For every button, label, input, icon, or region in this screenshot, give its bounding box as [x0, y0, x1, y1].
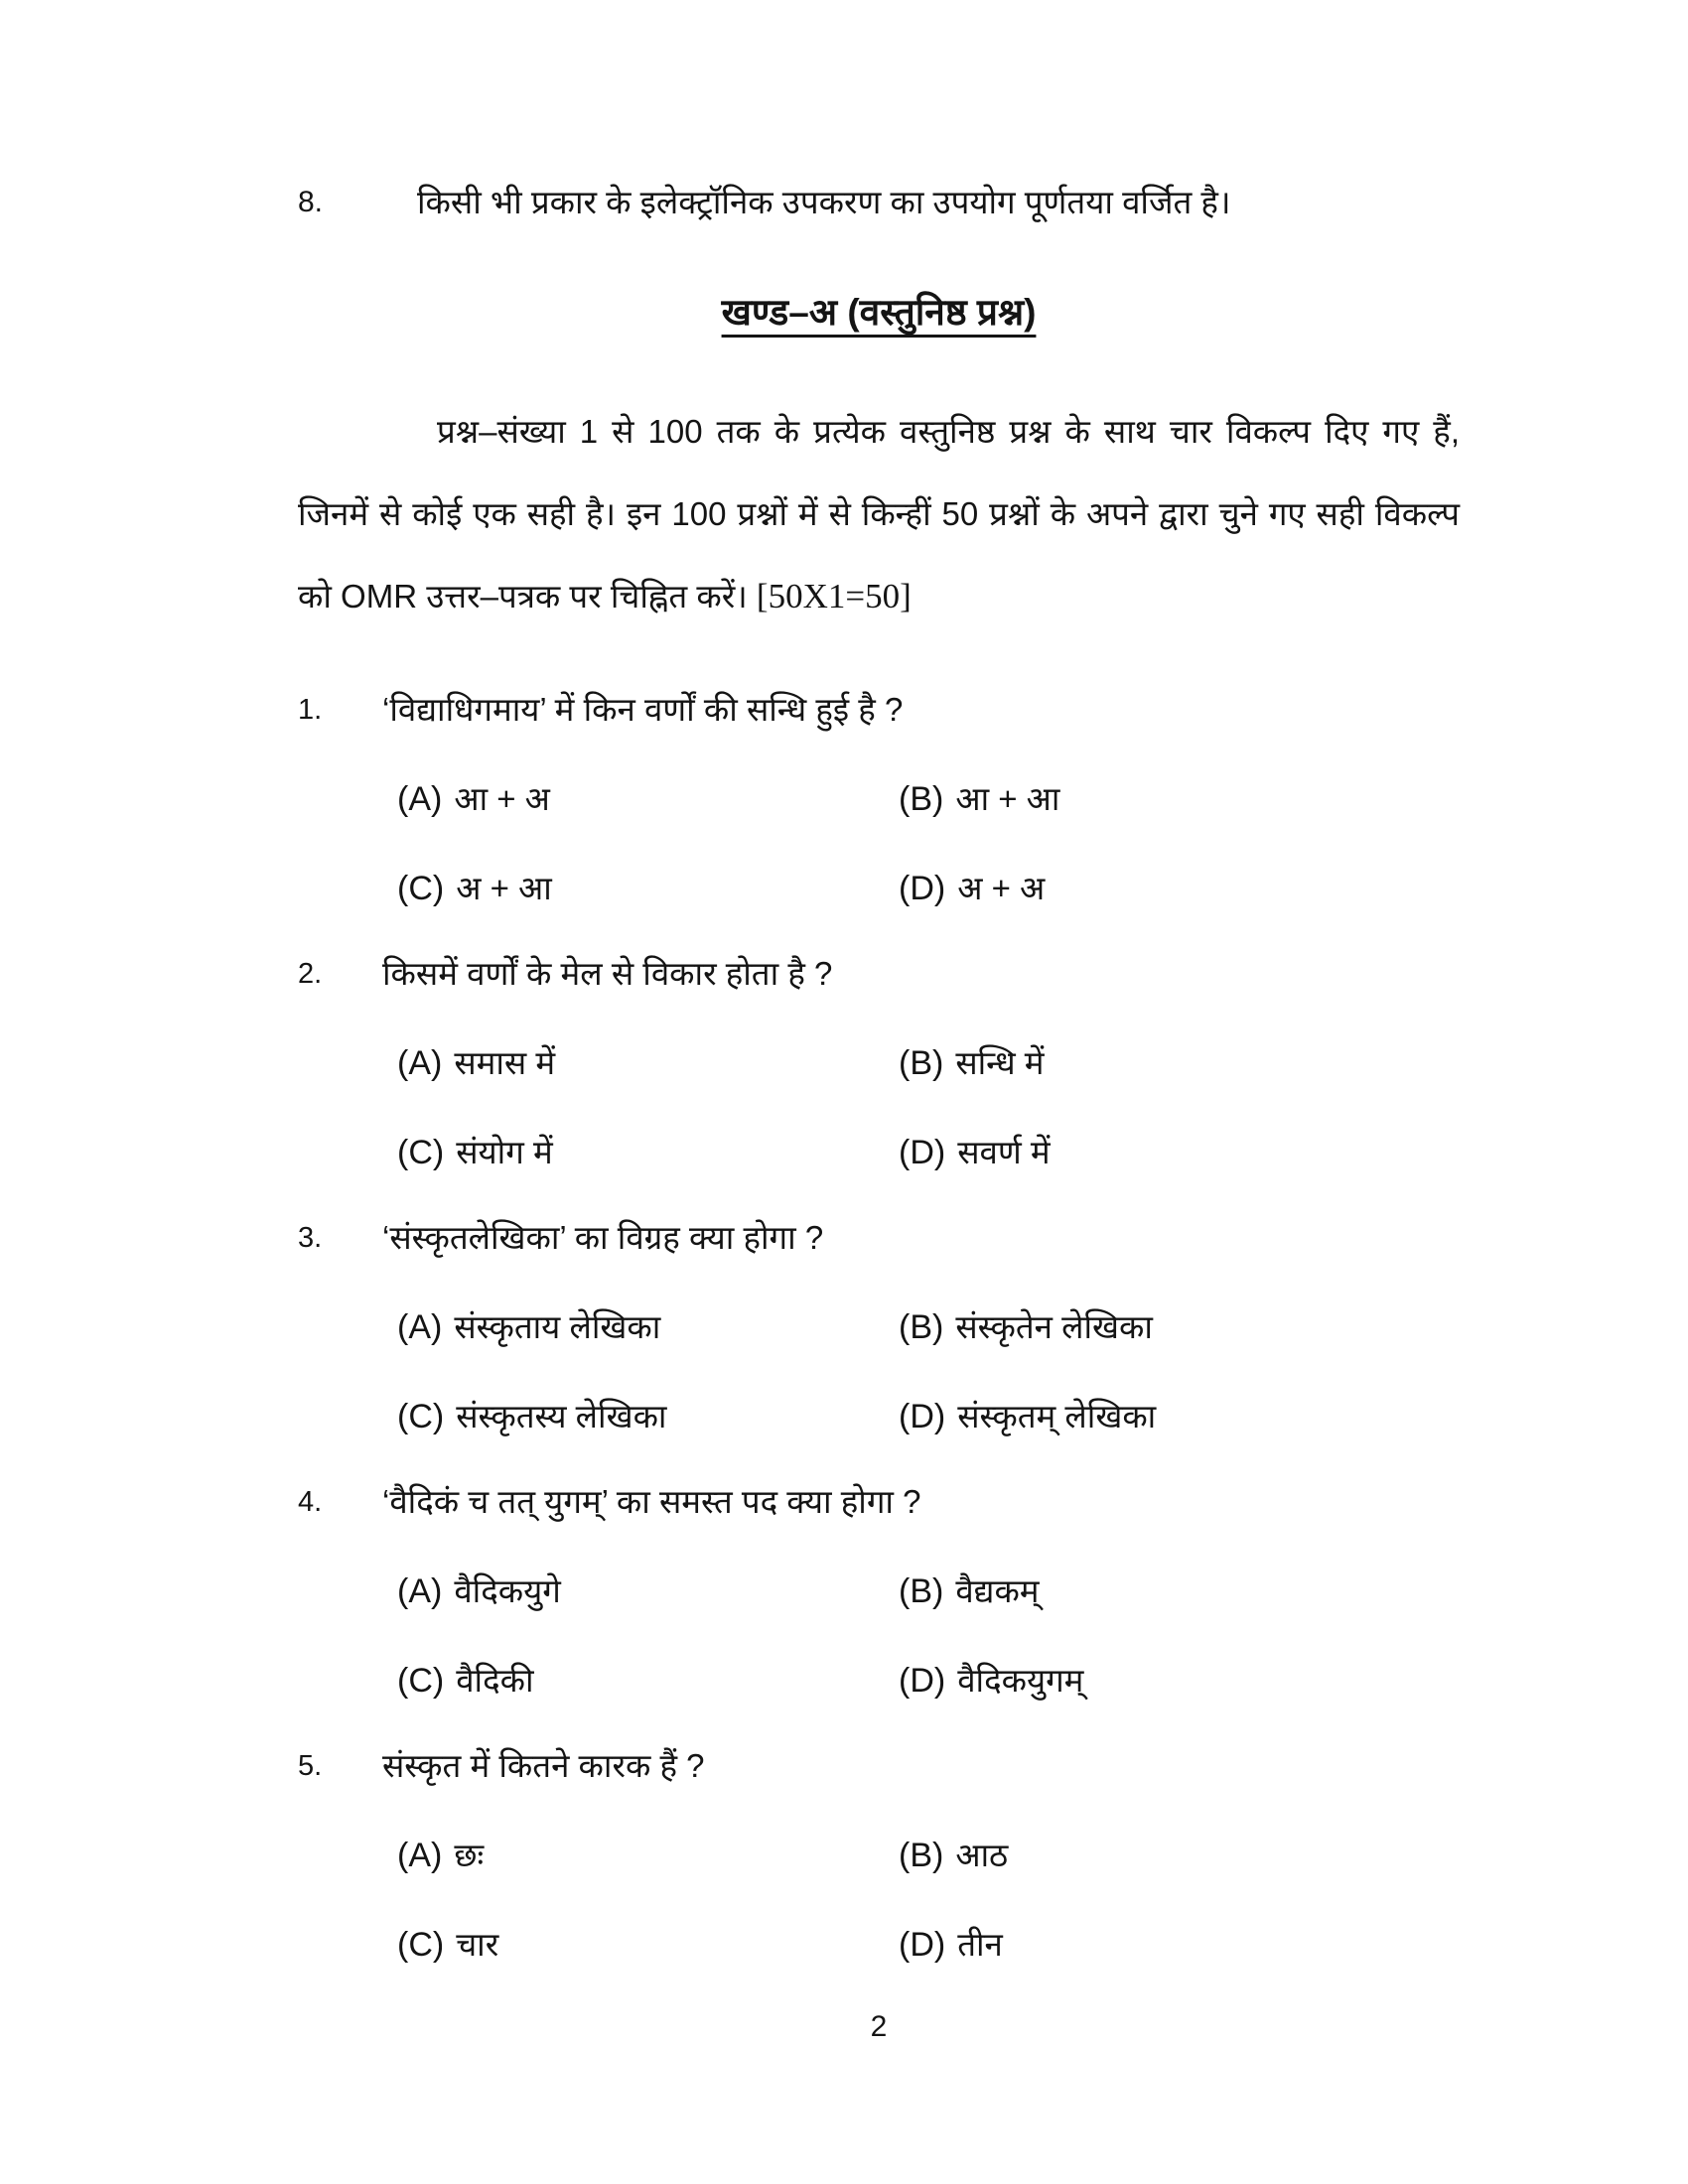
- question-line: [298, 689, 1460, 731]
- option-b: [899, 778, 1460, 820]
- option-text: संस्कृताय लेखिका: [454, 1308, 661, 1345]
- option-a: [397, 778, 899, 820]
- question-line: [298, 953, 1460, 995]
- option-text: संस्कृतम् लेखिका: [957, 1398, 1157, 1434]
- question-text: ‘संस्कृतलेखिका’ का विग्रह क्या होगा ?: [382, 1219, 824, 1256]
- section-heading-text: खण्ड–अ (वस्तुनिष्ठ प्रश्न): [721, 292, 1037, 333]
- option-text: आ + आ: [955, 780, 1060, 817]
- option-label: (A): [397, 780, 443, 818]
- option-text: अ + अ: [957, 870, 1046, 906]
- question-number: 3.: [298, 1222, 323, 1254]
- option-text: तीन: [957, 1926, 1003, 1963]
- question-text: किसमें वर्णों के मेल से विकार होता है ?: [382, 955, 833, 992]
- option-a: [397, 1570, 899, 1612]
- question-number: 5.: [298, 1750, 323, 1782]
- option-a: [397, 1306, 899, 1348]
- question-text: ‘वैदिकं च तत् युगम्’ का समस्त पद क्या होगा ?: [382, 1483, 921, 1520]
- option-text: समास में: [454, 1044, 556, 1081]
- option-label: (C): [397, 1926, 445, 1964]
- options-grid: [397, 1835, 1460, 1966]
- option-d: [899, 1924, 1460, 1966]
- question-item-1: [298, 689, 1460, 909]
- options-grid: [397, 778, 1460, 909]
- option-label: (D): [899, 1398, 946, 1435]
- option-text: छः: [454, 1837, 485, 1873]
- question-number: 4.: [298, 1486, 323, 1518]
- option-label: (B): [899, 1837, 944, 1874]
- option-label: (C): [397, 1134, 445, 1171]
- option-label: (C): [397, 1662, 445, 1700]
- section-heading: [298, 291, 1460, 335]
- option-text: संस्कृतस्य लेखिका: [456, 1398, 667, 1434]
- option-label: (A): [397, 1044, 443, 1082]
- intro-text: प्रश्न–संख्या 1 से 100 तक के प्रत्येक वस्तुनिष्ठ प्रश्न के साथ चार विकल्प दिए गए हैं, जिनमें से कोई एक सही है। इन 100 प्रश्नों में से किन्हीं 50 प्रश्नों के अपने द्वारा चुने गए सही विकल्प को OMR उत्तर–पत्रक पर चिह्नित करें।: [298, 413, 1460, 614]
- option-text: संयोग में: [456, 1134, 553, 1170]
- question-text: संस्कृत में कितने कारक हैं ?: [382, 1747, 705, 1784]
- option-text: वैदिकयुगम्: [957, 1662, 1084, 1699]
- question-item-4: [298, 1481, 1460, 1702]
- option-label: (A): [397, 1837, 443, 1874]
- option-a: [397, 1835, 899, 1876]
- option-label: (A): [397, 1308, 443, 1346]
- question-text: ‘विद्याधिगमाय’ में किन वर्णों की सन्धि हुई है ?: [382, 691, 904, 728]
- option-label: (D): [899, 1662, 946, 1700]
- instruction-number: 8.: [298, 186, 324, 218]
- option-b: [899, 1306, 1460, 1348]
- option-d: [899, 1132, 1460, 1173]
- question-line: [298, 1217, 1460, 1259]
- option-label: (A): [397, 1572, 443, 1610]
- options-grid: [397, 1570, 1460, 1702]
- option-text: वैद्यकम्: [955, 1572, 1040, 1609]
- question-line: [298, 1745, 1460, 1787]
- option-b: [899, 1835, 1460, 1876]
- option-label: (B): [899, 1308, 944, 1346]
- option-text: अ + आ: [456, 870, 552, 906]
- general-instruction-item: [298, 182, 1460, 223]
- option-text: वैदिकी: [456, 1662, 534, 1699]
- option-c: [397, 1396, 899, 1437]
- option-c: [397, 1660, 899, 1702]
- question-item-5: [298, 1745, 1460, 1966]
- option-label: (B): [899, 1572, 944, 1610]
- option-label: (D): [899, 870, 946, 907]
- option-label: (D): [899, 1134, 946, 1171]
- option-c: [397, 868, 899, 909]
- option-b: [899, 1570, 1460, 1612]
- option-b: [899, 1042, 1460, 1084]
- option-c: [397, 1132, 899, 1173]
- option-text: वैदिकयुगे: [454, 1572, 561, 1609]
- option-text: आठ: [955, 1837, 1009, 1873]
- option-d: [899, 868, 1460, 909]
- option-text: आ + अ: [454, 780, 550, 817]
- options-grid: [397, 1306, 1460, 1437]
- option-c: [397, 1924, 899, 1966]
- option-text: चार: [456, 1926, 499, 1963]
- instruction-text: किसी भी प्रकार के इलेक्ट्रॉनिक उपकरण का उपयोग पूर्णतया वर्जित है।: [417, 184, 1231, 220]
- option-label: (B): [899, 780, 944, 818]
- marks-scheme: [50X1=50]: [756, 577, 912, 615]
- option-text: सन्धि में: [955, 1044, 1045, 1081]
- options-grid: [397, 1042, 1460, 1173]
- option-label: (C): [397, 1398, 445, 1435]
- question-number: 1.: [298, 694, 323, 726]
- option-label: (D): [899, 1926, 946, 1964]
- option-text: सवर्ण में: [957, 1134, 1051, 1170]
- option-a: [397, 1042, 899, 1084]
- question-list: [298, 689, 1460, 1966]
- intro-paragraph: [298, 390, 1460, 637]
- question-item-3: [298, 1217, 1460, 1437]
- page-number: 2: [870, 2010, 888, 2043]
- option-text: संस्कृतेन लेखिका: [955, 1308, 1153, 1345]
- question-number: 2.: [298, 958, 323, 990]
- question-item-2: [298, 953, 1460, 1173]
- option-d: [899, 1660, 1460, 1702]
- option-label: (C): [397, 870, 445, 907]
- option-d: [899, 1396, 1460, 1437]
- question-line: [298, 1481, 1460, 1523]
- option-label: (B): [899, 1044, 944, 1082]
